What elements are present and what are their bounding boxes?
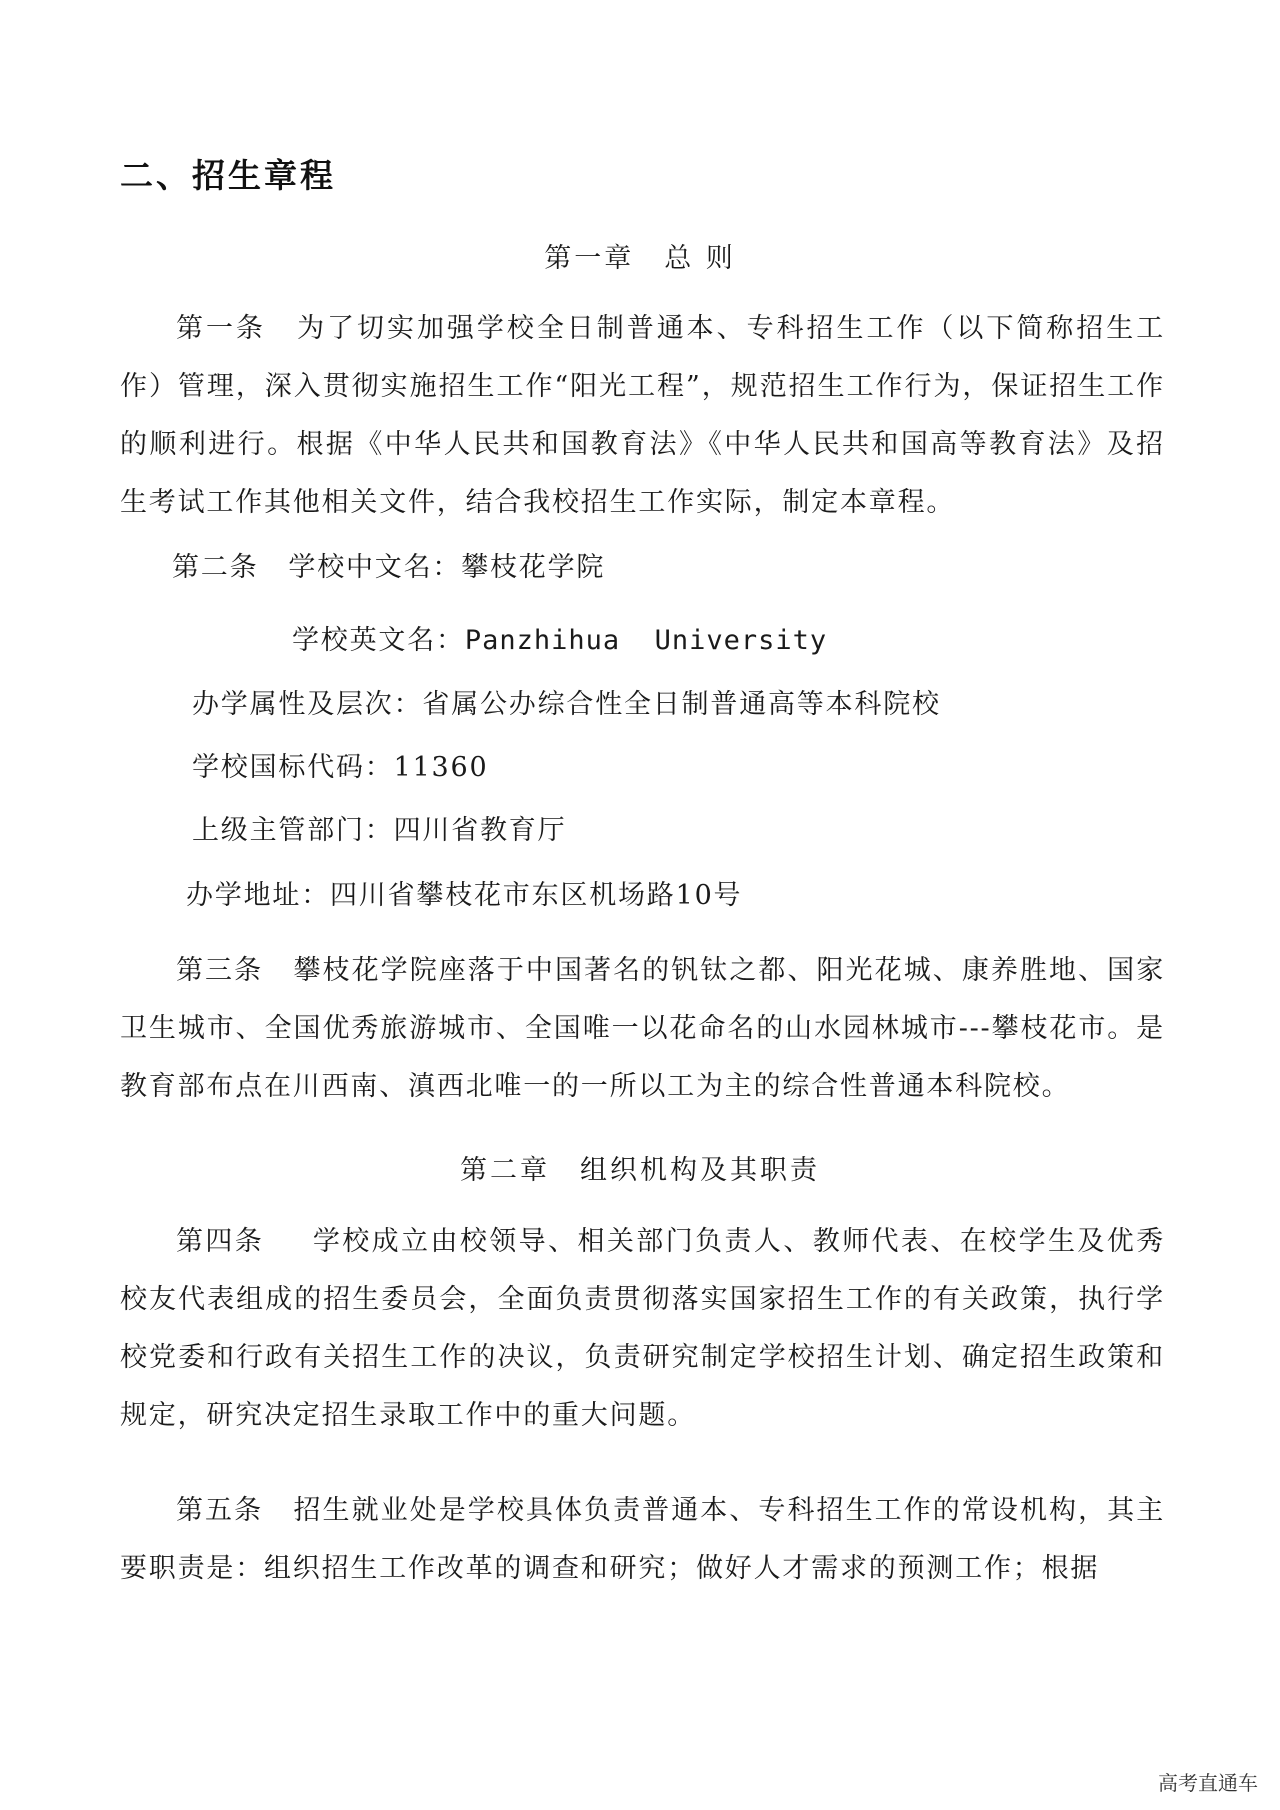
- chapter-2-heading: [0, 1148, 1280, 1187]
- school-authority: 上级主管部门：四川省教育厅: [192, 815, 567, 846]
- chapter-2-title: 组织机构及其职责: [580, 1155, 820, 1186]
- article-3-text: 攀枝花学院座落于中国著名的钒钛之都、阳光花城、康养胜地、国家卫生城市、全国优秀旅游城市、全国唯一以花命名的山水园林城市---攀枝花市。是教育部布点在川西南、滇西北唯一的一所以工为主的综合性普通本科院校。: [120, 955, 1165, 1102]
- school-address: 办学地址：四川省攀枝花市东区机场路10号: [186, 880, 743, 911]
- section-title: 二、招生章程: [120, 156, 336, 195]
- article-4: [120, 1213, 1165, 1445]
- school-en-name-line: [292, 618, 827, 657]
- article-1-label: 第一条: [176, 313, 266, 344]
- article-4-text: 学校成立由校领导、相关部门负责人、教师代表、在校学生及优秀校友代表组成的招生委员会，全面负责贯彻落实国家招生工作的有关政策，执行学校党委和行政有关招生工作的决议，负责研究制定学校招生计划、确定招生政策和规定，研究决定招生录取工作中的重大问题。: [120, 1226, 1165, 1431]
- article-5-text: 招生就业处是学校具体负责普通本、专科招生工作的常设机构，其主要职责是：组织招生工作改革的调查和研究；做好人才需求的预测工作；根据: [120, 1495, 1165, 1584]
- article-5: [120, 1482, 1165, 1598]
- watermark: 高考直通车: [1158, 1771, 1258, 1795]
- chapter-2-number: 第二章: [460, 1155, 550, 1186]
- school-en-name-label: 学校英文名：: [292, 625, 465, 656]
- article-2-label: 第二条: [172, 552, 259, 583]
- article-5-label: 第五条: [176, 1495, 264, 1526]
- school-en-name: Panzhihua University: [464, 625, 828, 656]
- article-3: [120, 942, 1165, 1116]
- school-nature: 办学属性及层次：省属公办综合性全日制普通高等本科院校: [192, 689, 941, 720]
- chapter-1-title: 总 则: [664, 243, 736, 274]
- article-2-cn-name-line: [172, 545, 605, 584]
- article-1: [120, 300, 1165, 532]
- school-code: 学校国标代码：11360: [192, 752, 489, 783]
- chapter-1-number: 第一章: [544, 243, 635, 274]
- article-3-label: 第三条: [176, 955, 264, 986]
- article-1-text: 为了切实加强学校全日制普通本、专科招生工作（以下简称招生工作）管理，深入贯彻实施招生工作“阳光工程”，规范招生工作行为，保证招生工作的顺利进行。根据《中华人民共和国教育法》《中华人民共和国高等教育法》及招生考试工作其他相关文件，结合我校招生工作实际，制定本章程。: [120, 313, 1165, 518]
- school-cn-name: 学校中文名：攀枝花学院: [288, 552, 606, 583]
- chapter-1-heading: [0, 236, 1280, 275]
- article-4-label: 第四条: [176, 1226, 265, 1257]
